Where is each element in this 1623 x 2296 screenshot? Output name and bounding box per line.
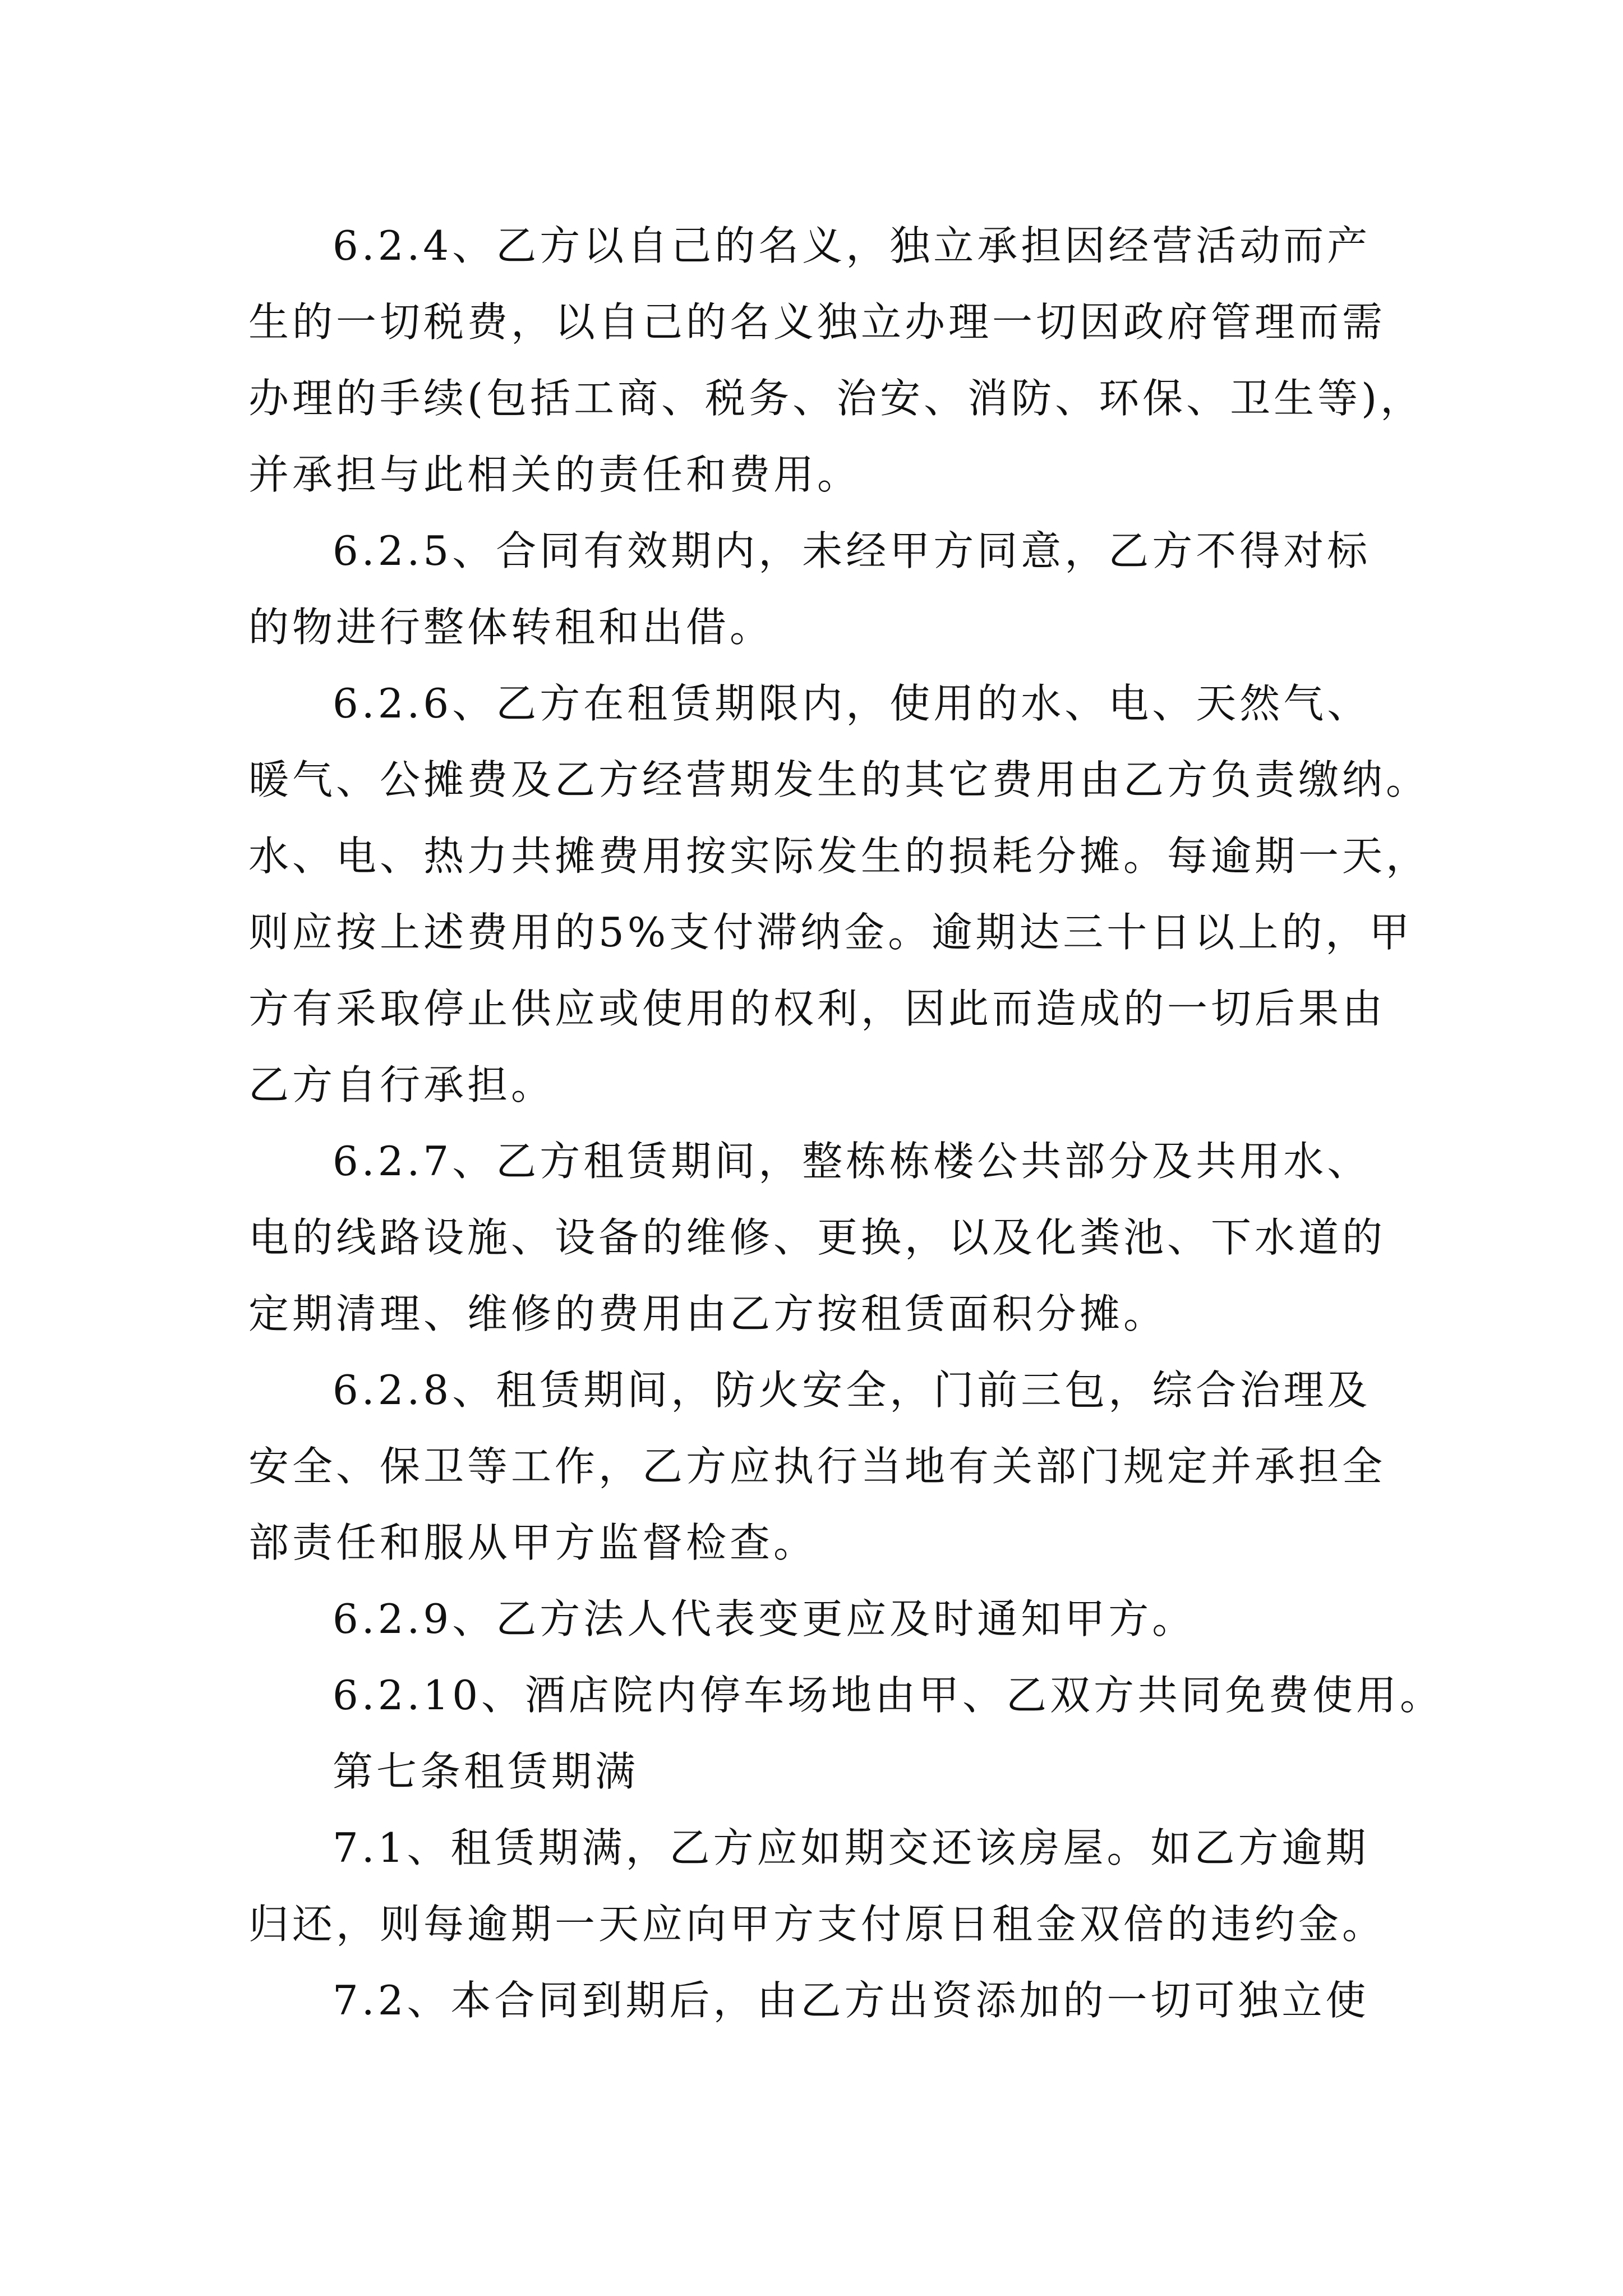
text-line: 归还，则每逾期一天应向甲方支付原日租金双倍的违约金。	[248, 1901, 1386, 1948]
text-line: 电的线路设施、设备的维修、更换，以及化粪池、下水道的	[248, 1214, 1386, 1261]
text-line: 7.2、本合同到期后，由乙方出资添加的一切可独立使	[333, 1977, 1370, 2024]
text-line: 6.2.7、乙方租赁期间，整栋栋楼公共部分及共用水、	[333, 1138, 1371, 1185]
text-line: 生的一切税费，以自己的名义独立办理一切因政府管理而需	[248, 298, 1386, 346]
paragraph-6-2-10	[248, 1657, 1444, 1733]
text-line: 水、电、热力共摊费用按实际发生的损耗分摊。每逾期一天，	[248, 832, 1430, 880]
text-line: 6.2.5、合同有效期内，未经甲方同意，乙方不得对标	[333, 527, 1371, 574]
text-line: 则应按上述费用的5%支付滞纳金。逾期达三十日以上的，甲	[248, 909, 1413, 956]
text-line: 6.2.6、乙方在租赁期限内，使用的水、电、天然气、	[333, 680, 1371, 727]
text-line: 安全、保卫等工作，乙方应执行当地有关部门规定并承担全	[248, 1443, 1386, 1490]
text-line: 6.2.4、乙方以自己的名义，独立承担因经营活动而产	[333, 222, 1371, 269]
paragraph-6-2-7	[248, 1123, 1426, 1352]
text-line: 乙方自行承担。	[248, 1061, 555, 1108]
paragraph-6-2-5	[248, 513, 1426, 665]
text-line: 的物进行整体转租和出借。	[248, 604, 774, 651]
section-heading-article-7	[248, 1733, 1426, 1810]
document-body	[248, 208, 1444, 2039]
text-line: 7.1、租赁期满，乙方应如期交还该房屋。如乙方逾期	[333, 1824, 1370, 1871]
text-line: 暖气、公摊费及乙方经营期发生的其它费用由乙方负责缴纳。	[248, 756, 1430, 803]
text-line: 办理的手续(包括工商、税务、治安、消防、环保、卫生等)，	[248, 375, 1424, 422]
text-line: 定期清理、维修的费用由乙方按租赁面积分摊。	[248, 1290, 1168, 1337]
text-line: 6.2.8、租赁期间，防火安全，门前三包，综合治理及	[333, 1366, 1371, 1414]
paragraph-6-2-4	[248, 208, 1426, 513]
text-line: 并承担与此相关的责任和费用。	[248, 451, 861, 498]
text-line: 部责任和服从甲方监督检查。	[248, 1519, 818, 1566]
paragraph-6-2-9	[248, 1581, 1426, 1657]
paragraph-6-2-8	[248, 1352, 1426, 1581]
paragraph-7-1	[248, 1810, 1426, 1962]
paragraph-6-2-6	[248, 665, 1430, 1123]
text-line: 6.2.10、酒店院内停车场地由甲、乙双方共同免费使用。	[333, 1672, 1444, 1719]
text-line: 6.2.9、乙方法人代表变更应及时通知甲方。	[333, 1595, 1196, 1642]
paragraph-7-2	[248, 1962, 1426, 2039]
text-line: 方有采取停止供应或使用的权利，因此而造成的一切后果由	[248, 985, 1386, 1032]
section-heading: 第七条租赁期满	[333, 1748, 639, 1795]
